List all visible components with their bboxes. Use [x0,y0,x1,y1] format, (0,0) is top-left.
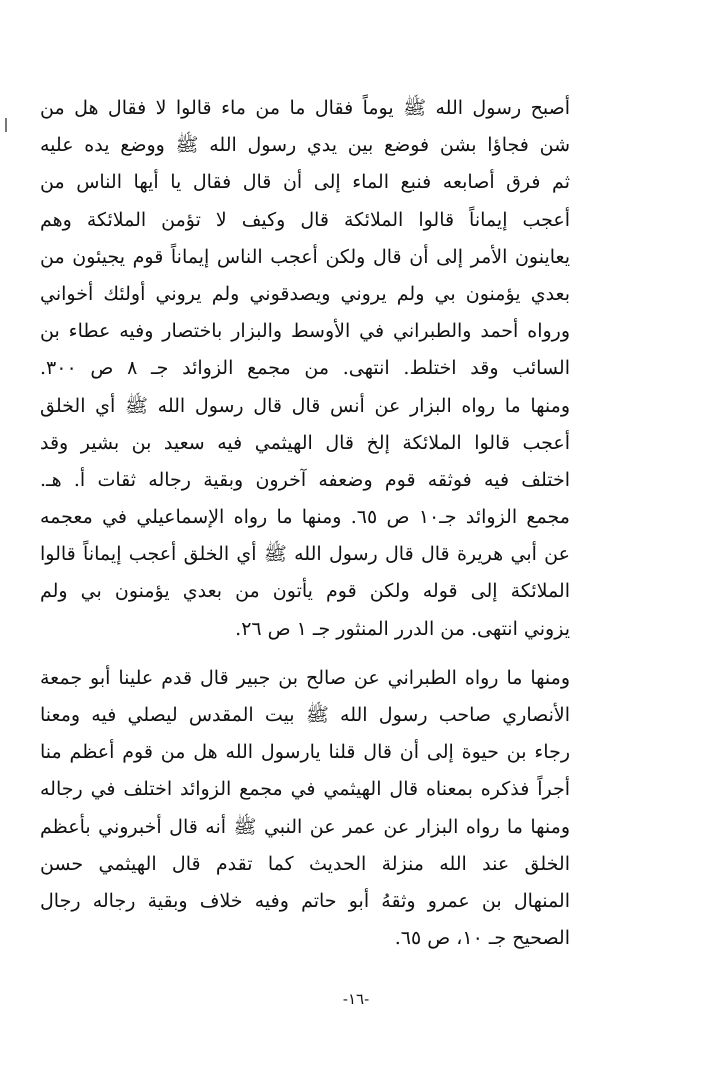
text-line: ثم فرق أصابعه فنبع الماء إلى أن قال فقال يا أيها الناس من [40,171,570,194]
text-line: اختلف فيه فوثقه قوم وضعفه آخرون وبقية رجاله ثقات أ. هـ. [40,468,570,491]
text-line: أعجب إيماناً قالوا الملائكة قال وكيف لا تؤمن الملائكة وهم [40,208,570,231]
text-line: أعجب قالوا الملائكة إلخ قال الهيثمي فيه سعيد بن بشير وقد [40,431,570,454]
text-line: ومنها ما رواه البزار عن أنس قال قال رسول الله ﷺ أي الخلق [40,394,570,417]
text-line: يعاينون الأمر إلى أن قال ولكن أعجب الناس إيماناً قوم يجيئون من [40,245,570,268]
text-line: ومنها ما رواه الطبراني عن صالح بن جبير قال قدم علينا أبو جمعة [40,666,570,689]
text-line: مجمع الزوائد جـ١٠ ص ٦٥. ومنها ما رواه الإسماعيلي في معجمه [40,506,570,529]
text-line: بعدي يؤمنون بي ولم يروني ويصدقوني ولم يروني أولئك أخواني [40,282,570,305]
text-line: الملائكة إلى قوله ولكن قوم يأتون من بعدي يؤمنون بي ولم [40,580,570,603]
text-line: ومنها ما رواه البزار عن عمر عن النبي ﷺ أنه قال أخبروني بأعظم [40,815,570,838]
text-line: الأنصاري صاحب رسول الله ﷺ بيت المقدس ليصلي فيه ومعنا [40,704,570,726]
text-line: عن أبي هريرة قال قال رسول الله ﷺ أي الخلق أعجب إيماناً قالوا [40,543,570,566]
text-line: أصبح رسول الله ﷺ يوماً فقال ما من ماء قالوا لا فقال هل من [40,97,570,119]
scan-edge-mark [5,118,7,132]
paragraph-2 [40,660,570,958]
paragraph-gap [40,648,570,660]
text-line: يزوني انتهى. من الدرر المنثور جـ ١ ص ٢٦. [235,617,570,640]
page-number: -١٦- [342,990,370,1008]
paragraph-1 [40,90,570,648]
text-line: الصحيح جـ ١٠، ص ٦٥. [394,927,570,950]
text-line: السائب وقد اختلط. انتهى. من مجمع الزوائد جـ ٨ ص ٣٠٠. [40,357,570,380]
main-text [40,90,570,957]
text-line: المنهال بن عمرو وثقهُ أبو حاتم وفيه خلاف وبقية رجاله رجال [40,889,570,912]
text-line: شن فجاؤا بشن فوضع بين يدي رسول الله ﷺ ووضع يده عليه [40,134,570,157]
text-line: ورواه أحمد والطبراني في الأوسط والبزار باختصار وفيه عطاء بن [40,320,570,343]
text-line: أجراً فذكره بمعناه قال الهيثمي في مجمع الزوائد اختلف في رجاله [40,778,570,801]
text-line: الخلق عند الله منزلة الحديث كما تقدم قال الهيثمي حسن [40,852,570,875]
text-line: رجاء بن حيوة إلى أن قال قلنا يارسول الله هل من قوم أعظم منا [40,741,570,764]
